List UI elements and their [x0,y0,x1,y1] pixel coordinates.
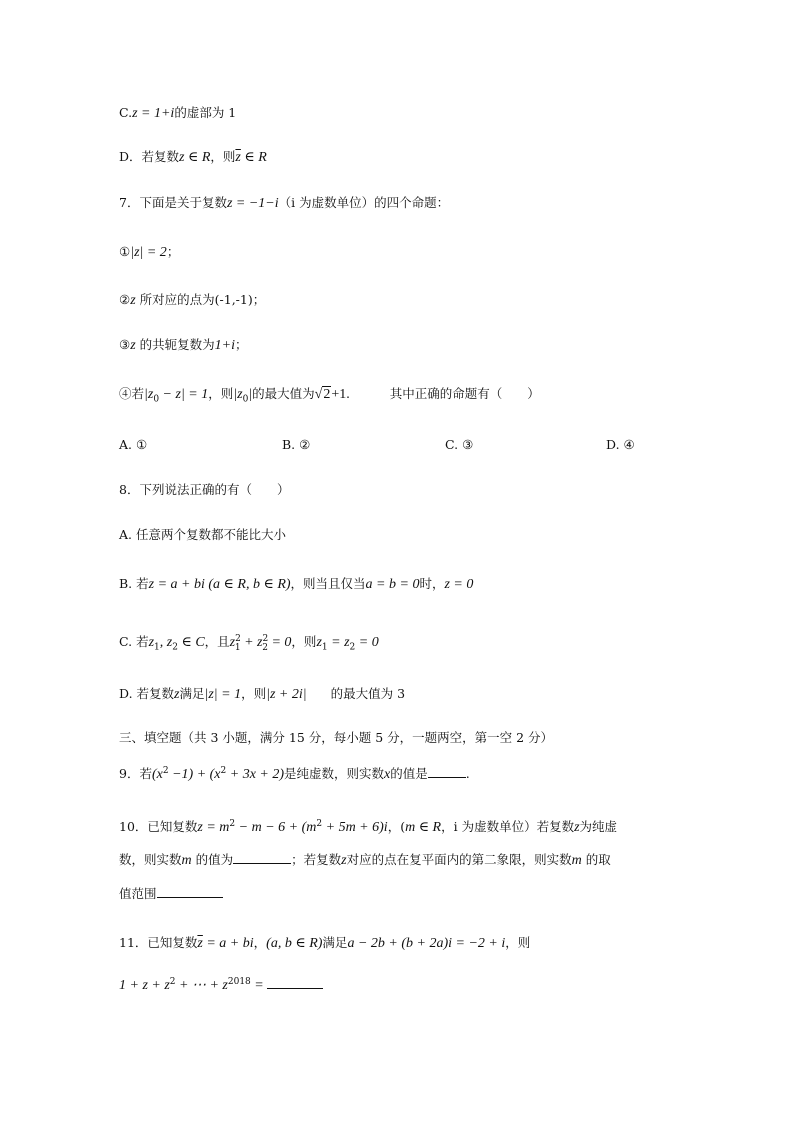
math-expr: x [384,767,391,783]
option-text: 的最大值为 3 [330,686,406,701]
math-superscript: 2 [169,977,176,987]
question-text: 值范围 [119,886,157,901]
math-expr: + 3x + 2) [226,767,285,783]
proposition-mark: ② [119,292,131,307]
option-text: D. 若复数 [119,686,175,701]
math-expr: $\overline{z}$ [235,150,241,165]
answer-blank[interactable] [428,777,466,778]
math-expr: z [148,635,155,651]
q7-proposition-1 [119,243,179,262]
question-text: 所对应的点为(-1,-1)； [135,292,266,307]
math-superscript: 2 [235,634,241,644]
q6-option-c [119,104,236,123]
math-superscript: 2 [162,766,169,776]
q7-stem [119,194,449,213]
answer-blank-1[interactable] [233,863,291,864]
question-text: ，i 为虚数单位）若复数 [441,819,575,835]
q8-option-d[interactable] [119,685,405,704]
question-text: 7．下面是关于复数 [119,195,227,210]
math-expr: z [229,635,236,651]
math-subscript: 0 [242,394,249,405]
math-expr: z = 0 [444,577,474,592]
math-expr: a = b = 0 [365,577,420,592]
question-text: ，( [387,819,406,835]
q10-line-3 [119,885,223,903]
question-text: 的值为 [191,852,234,867]
math-expr: |z| = 1 [204,687,242,702]
math-expr: = a + bi [202,936,254,951]
math-subscript: 2 [349,642,356,653]
math-expr: z = −1−i [226,196,279,211]
question-text: 的值是 [390,766,428,782]
math-expr: |z [144,387,154,402]
q6-option-d [119,148,267,167]
question-text: 11．已知复数 [119,935,198,950]
math-expr: z ∈ R [179,150,211,165]
q8-option-a[interactable]: A. 任意两个复数都不能比大小 [119,527,286,542]
math-superscript: 2 [220,766,227,776]
option-text: 的虚部为 1 [174,105,237,120]
math-expr: + z [240,635,263,651]
math-expr: z [341,853,347,868]
proposition-mark: ① [119,244,131,259]
question-text: （i 为虚数单位）的四个命题： [278,195,450,210]
question-text: 其中正确的命题有（ ） [389,386,540,401]
math-expr: z = m [197,820,230,836]
option-text: ，则 [210,149,236,164]
math-subscript: 1 [321,642,328,653]
math-expr: |z [233,387,243,402]
q7-option-c[interactable]: C. ③ [445,437,474,452]
q8-option-b[interactable] [119,575,473,594]
math-subscript: 1 [154,642,160,653]
option-text: ，则 [291,634,317,650]
math-expr: − z| = 1 [159,387,209,402]
option-text: 时， [419,576,445,591]
question-text: ，则 [505,935,531,950]
math-subscript: 2 [172,642,178,653]
option-text: C. 若 [119,634,149,650]
q9 [119,762,470,784]
math-expr: −1) + (x [168,767,221,783]
math-expr: 2 [323,387,331,402]
math-expr: ∈ R [240,150,267,165]
section-heading: 三、填空题（共 3 小题，满分 15 分，每小题 5 分，一题两空，第一空 2 分） [119,730,554,745]
question-text: ；若复数 [291,852,342,867]
math-expr: 1 + z + z [119,978,170,994]
option-text: D．若复数 [119,149,180,164]
question-text: 数，则实数 [119,852,182,867]
math-expr: = 0 [267,635,292,651]
math-expr: |z| = 2 [130,245,167,260]
question-text: 对应的点在复平面内的第二象限，则实数 [346,852,572,867]
math-expr: + ⋯ + z [175,978,228,994]
math-superscript: 2 [262,634,269,644]
option-text: ，则当且仅当 [290,576,366,591]
q10-line-2 [119,851,611,870]
option-label: C. [119,105,133,120]
math-subscript: 0 [153,394,160,405]
math-expr: z = a + bi (a ∈ R, b ∈ R) [148,577,291,592]
math-expr: , z [159,635,173,651]
math-expr: | [248,387,253,402]
math-expr: = [250,978,268,994]
proposition-mark: ④若 [119,386,145,401]
math-expr: (a, b ∈ R) [266,936,323,951]
option-text: ，则 [241,686,267,701]
sqrt-icon: √ [314,387,323,402]
math-expr: z = 1+i [132,106,175,121]
answer-blank-2[interactable] [157,897,223,898]
question-text: 10．已知复数 [119,819,198,835]
math-expr: = 0 [355,635,379,651]
question-text: 满足 [322,935,348,950]
math-superscript: 2 [229,819,236,829]
math-expr: m ∈ R [405,820,442,836]
question-text: 的取 [581,852,611,867]
math-expr: ∈ C [177,635,205,651]
math-expr: − m − 6 + (m [235,820,317,836]
math-expr: m [571,853,582,868]
question-text: ， [253,935,267,950]
q11-line-1 [119,934,530,953]
math-expr: z [174,687,180,702]
math-subscript: 1 [234,642,241,653]
q7-option-d[interactable]: D. ④ [606,437,635,452]
math-expr: (x [151,767,163,783]
question-text: 的共轭复数为 [135,337,215,352]
math-expr: $\overline{z}$ [197,936,203,951]
q7-proposition-3 [119,336,248,355]
math-expr: z [574,820,580,836]
math-expr: + 5m + 6)i [322,820,388,836]
math-expr: = z [327,635,350,651]
math-expr: +1. [331,387,350,402]
q7-option-b[interactable]: B. ② [282,437,311,452]
question-text: ； [235,337,248,352]
question-text: ； [166,244,180,259]
math-expr: m [181,853,192,868]
q8-stem: 8．下列说法正确的有（ ） [119,482,290,497]
q7-proposition-2 [119,291,265,310]
q7-option-a[interactable]: A. ① [119,437,148,452]
math-expr: 1+i [214,338,235,353]
question-text: 是纯虚数，则实数 [284,766,385,782]
q11-line-2 [119,973,323,995]
question-text: . [465,766,470,782]
question-text: ，则 [208,386,234,401]
option-text: B. 若 [119,576,149,591]
option-text: 满足 [179,686,205,701]
q10-line-1 [119,815,617,837]
math-expr: a − 2b + (b + 2a)i = −2 + i [347,936,506,951]
math-superscript: 2 [316,819,323,829]
proposition-mark: ③ [119,337,131,352]
math-superscript: 2018 [227,977,251,987]
option-text: ，且 [204,634,230,650]
math-expr: |z + 2i| [266,687,307,702]
math-expr: z [130,338,136,353]
question-text: 9．若 [119,766,152,782]
math-subscript: 2 [262,642,268,653]
answer-blank[interactable] [267,988,323,989]
question-text: 的最大值为 [252,386,315,401]
math-expr: z [130,293,136,308]
q8-option-c[interactable] [119,630,379,657]
q7-proposition-4 [119,385,540,409]
question-text: 为纯虚 [579,819,618,835]
math-expr: z [316,635,322,651]
